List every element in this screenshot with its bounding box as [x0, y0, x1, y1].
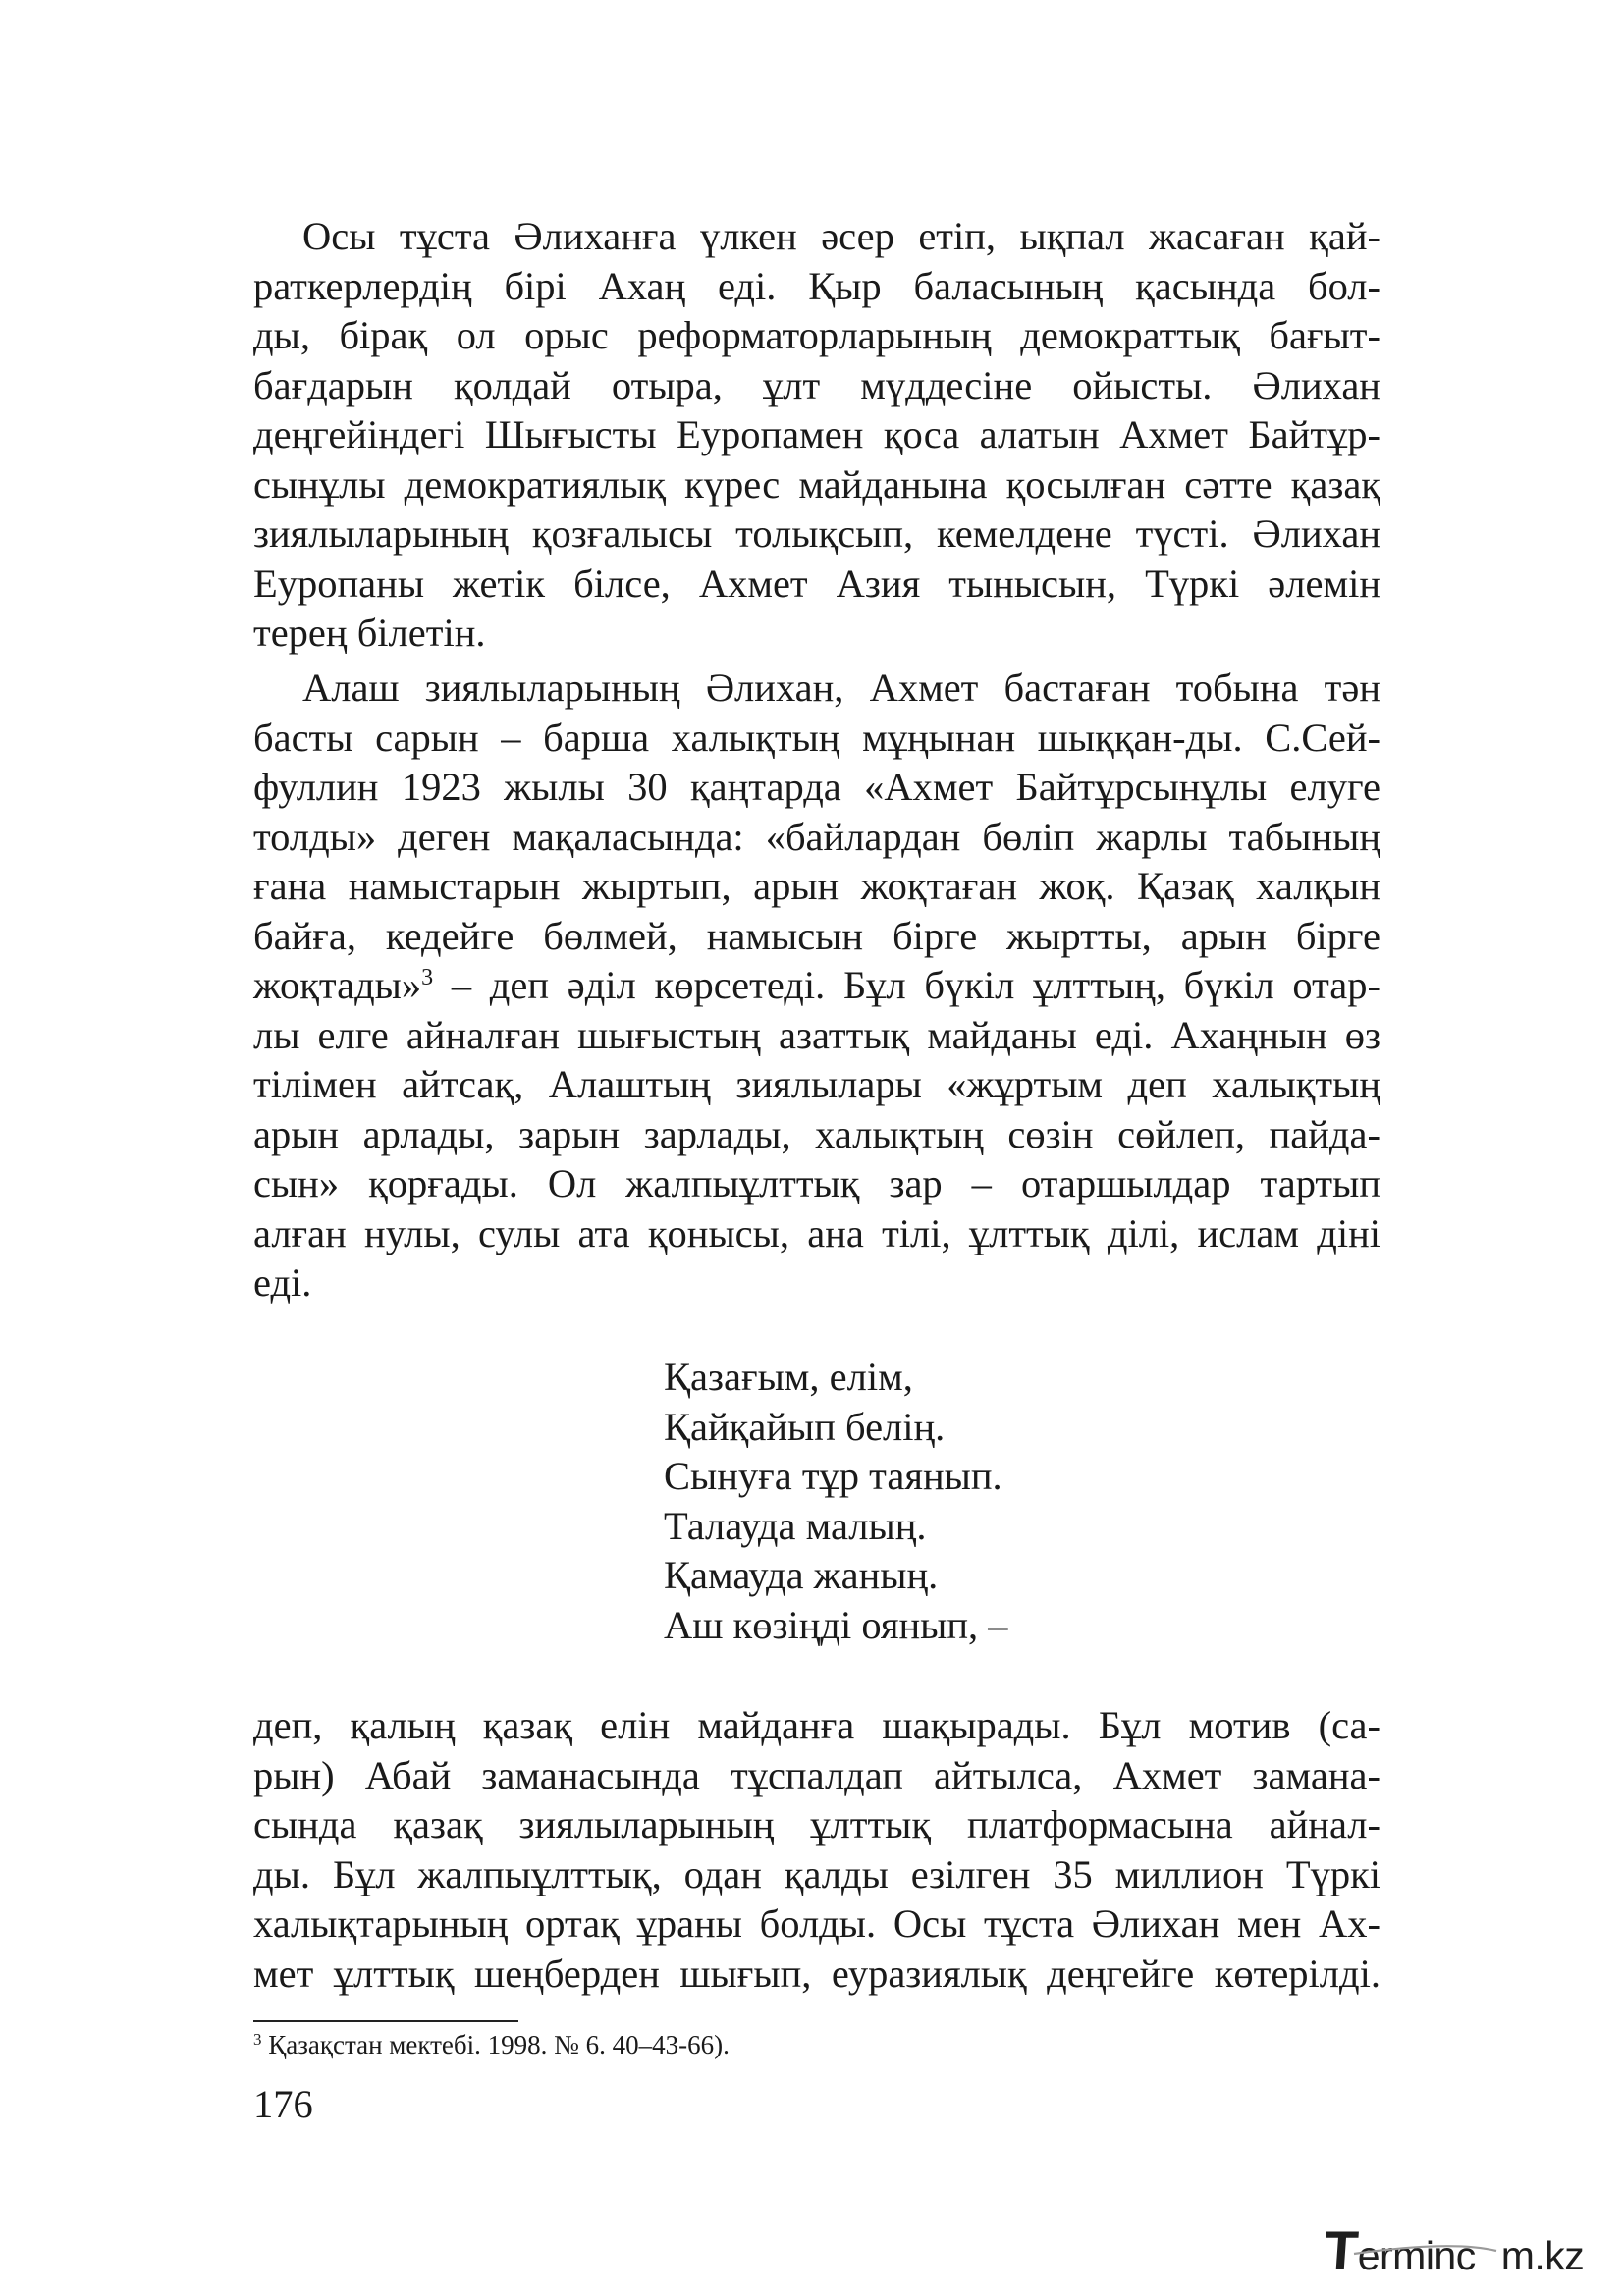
footnote-marker: 3 — [253, 2030, 262, 2049]
poem-line: Сынуға тұр таянып. — [664, 1454, 1002, 1498]
watermark-swirl-icon — [1325, 2238, 1580, 2268]
text-line: ғана намыстарын жыртып, арын жоқтаған жоқ. Қазақ халқын — [253, 864, 1380, 908]
text-line: раткерлердің бірі Ахаң еді. Қыр баласының қасында бол- — [253, 263, 1380, 308]
footnote — [253, 2028, 730, 2061]
text-line: тілімен айтсақ, Алаштың зиялылары «жұртым деп халықтың — [253, 1062, 1380, 1106]
text-line: зиялыларының қозғалысы толықсып, кемелдене түсті. Әлихан — [253, 511, 1380, 556]
text-line: деп, қалың қазақ елін майданға шақырады. Бұл мотив (са- — [253, 1703, 1380, 1747]
text-line: толды» деген мақаласында: «байлардан бөліп жарлы табының — [253, 814, 1380, 859]
paragraph-1 — [253, 212, 1380, 659]
text-line: рын) Абай заманасында тұспалдап айтылса, Ахмет замана- — [253, 1752, 1380, 1797]
paragraph-3 — [253, 1701, 1380, 1999]
poem-line: Талауда малың. — [664, 1503, 927, 1548]
text-line: сында қазақ зиялыларының ұлттық платформасына айнал- — [253, 1802, 1380, 1846]
page-number: 176 — [253, 2082, 313, 2126]
text-line: терең білетін. — [253, 611, 486, 655]
poem-line: Аш көзіңді оянып, – — [664, 1602, 1008, 1647]
text-line: Алаш зиялыларының Әлихан, Ахмет бастаған тобына тән — [302, 666, 1380, 710]
text-fragment: – деп әділ көрсетеді. Бұл бүкіл ұлттың, бүкіл отар- — [433, 963, 1380, 1007]
text-line: лы елге айналған шығыстың азаттық майданы еді. Ахаңнын өз — [253, 1012, 1380, 1057]
text-line: фуллин 1923 жылы 30 қаңтарда «Ахмет Байтұрсынұлы елуге — [253, 765, 1380, 809]
text-line: Осы тұста Әлиханға үлкен әсер етіп, ықпал жасаған қай- — [302, 214, 1380, 258]
text-fragment: жоқтады» — [253, 963, 422, 1007]
paragraph-2 — [253, 664, 1380, 1308]
watermark-text: erminc — [1357, 2233, 1476, 2278]
poem-line: Қамауда жаның. — [664, 1553, 939, 1597]
text-line: ды, бірақ ол орыс реформаторларының демократтық бағыт- — [253, 313, 1380, 357]
poem-line: Қайқайып белің. — [664, 1404, 946, 1449]
poem-line: Қазағым, елім, — [664, 1355, 913, 1399]
text-line: Еуропаны жетік білсе, Ахмет Азия тынысын, Түркі әлемін — [253, 561, 1380, 606]
watermark-text: m.kz — [1500, 2233, 1585, 2278]
footnote-divider — [253, 2020, 518, 2022]
watermark-logo — [1322, 2219, 1590, 2281]
text-line: мет ұлттық шеңберден шығып, еуразиялық деңгейге көтерілді. — [253, 1950, 1380, 1996]
text-line: сын» қорғады. Ол жалпыұлттық зар – отаршылдар тартып — [253, 1161, 1380, 1205]
watermark-letter: T — [1322, 2219, 1360, 2281]
text-line: бағдарын қолдай отыра, ұлт мүддесіне ойысты. Әлихан — [253, 362, 1380, 407]
footnote-reference[interactable]: 3 — [421, 965, 434, 990]
text-line: басты сарын – барша халықтың мұңынан шыққан-ды. С.Сей- — [253, 715, 1380, 760]
text-line: алған нулы, сулы ата қонысы, ана тілі, ұлттық ділі, ислам діні — [253, 1210, 1380, 1255]
footnote-text: Қазақстан мектебі. 1998. № 6. 40–43-66). — [261, 2030, 730, 2059]
text-line: арын арлады, зарын зарлады, халықтың сөзін сөйлеп, пайда- — [253, 1111, 1380, 1156]
poem-block — [664, 1353, 1008, 1650]
text-line: деңгейіндегі Шығысты Еуропамен қоса алатын Ахмет Байтұр- — [253, 412, 1380, 456]
text-line: сынұлы демократиялық күрес майданына қосылған сәтте қазақ — [253, 461, 1380, 507]
text-line-with-footnote — [253, 961, 1380, 1011]
text-line: байға, кедейге бөлмей, намысын бірге жыртты, арын бірге — [253, 913, 1380, 958]
text-line: ды. Бұл жалпыұлттық, одан қалды езілген 35 миллион Түркі — [253, 1851, 1380, 1896]
text-line: еді. — [253, 1260, 312, 1305]
text-line: халықтарының ортақ ұраны болды. Осы тұста Әлихан мен Ах- — [253, 1901, 1380, 1946]
